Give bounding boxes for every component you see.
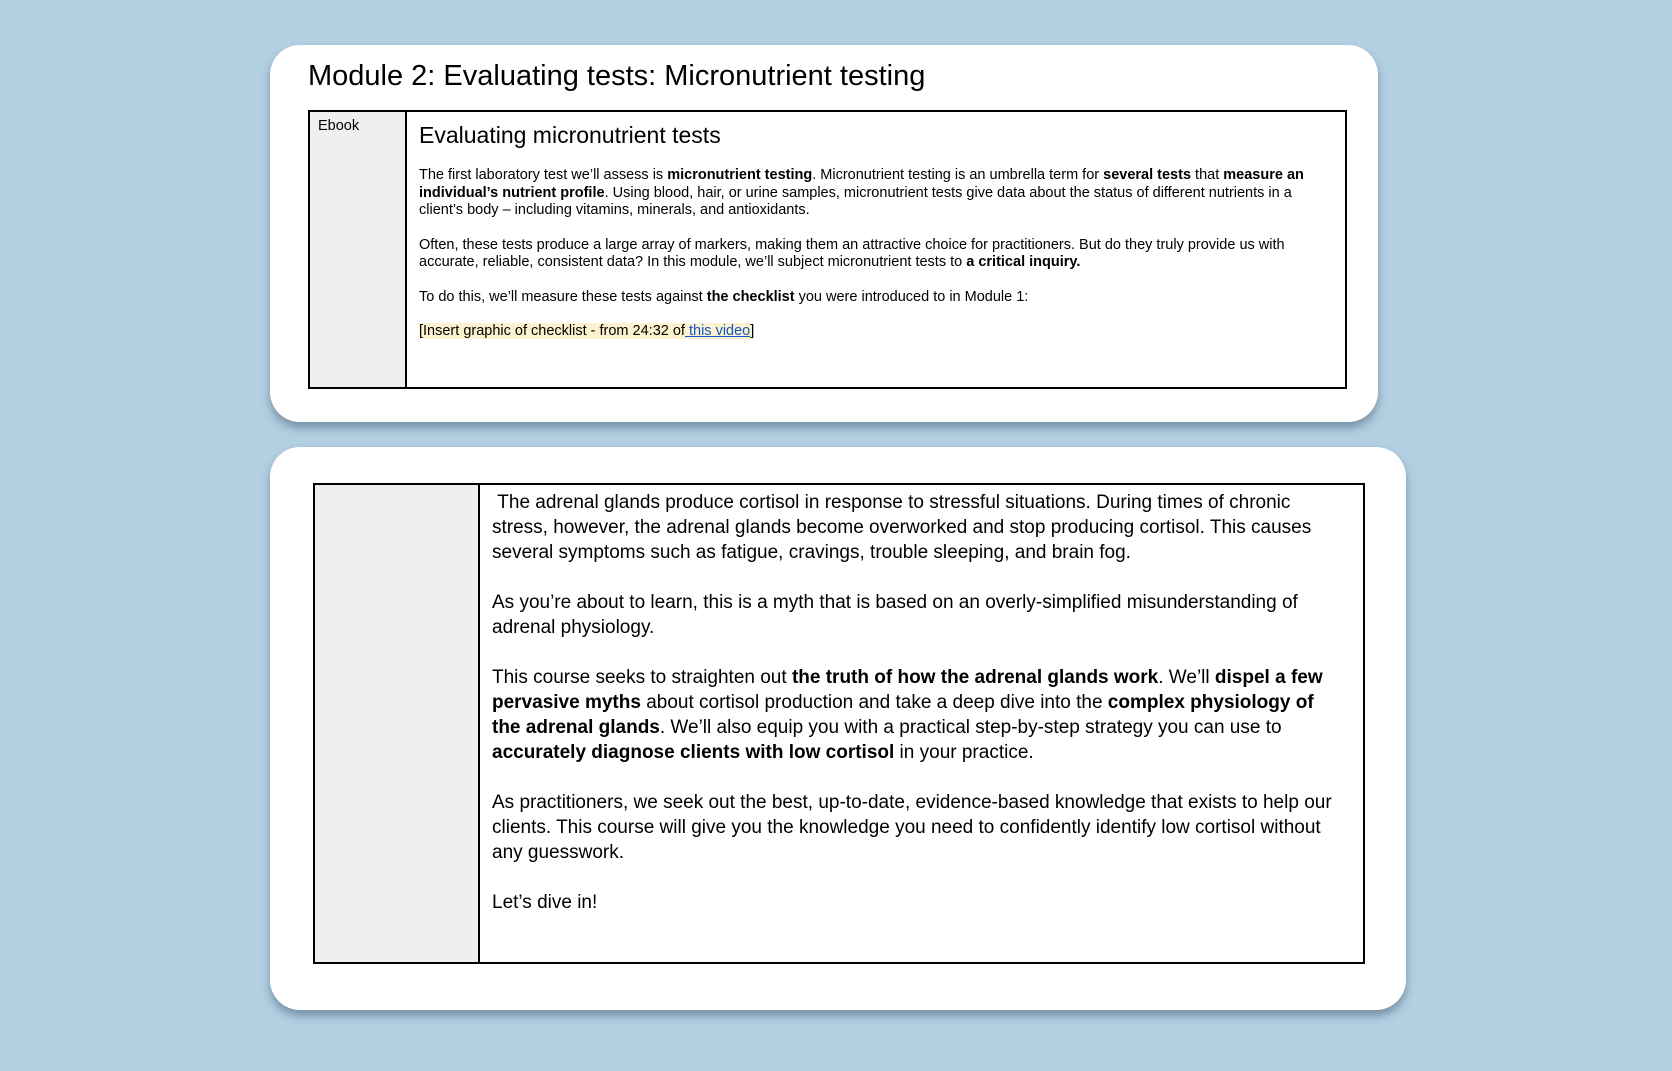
text-run: the truth of how the adrenal glands work <box>791 667 1159 688</box>
text-run: complex physiology of the adrenal glands <box>492 692 1319 738</box>
text-run: The first laboratory test we’ll assess is <box>419 167 668 183</box>
text-run: To do this, we’ll measure these tests against <box>419 288 707 305</box>
ebook-content-cell <box>407 112 1345 387</box>
paragraph-critical-inquiry <box>419 237 1329 272</box>
text-run: . Using blood, hair, or urine samples, micronutrient tests give data about the status of different nutrients in a client’s body – including vitamins, minerals, and antioxidants. <box>419 184 1296 218</box>
text-run: Often, these tests produce a large array of markers, making them an attractive choice for practitioners. But do they truly provide us with accurate, reliable, consistent data? In this module, we’ll subject micronutrient tests to <box>419 236 1289 270</box>
text-run: . We’ll <box>1158 667 1215 688</box>
text-run: . We’ll also equip you with a practical step-by-step strategy you can use to <box>659 717 1287 738</box>
module-title: Module 2: Evaluating tests: Micronutrient testing <box>308 60 926 92</box>
ebook-label: Ebook <box>318 118 360 134</box>
text-run: Let’s dive in! <box>492 892 598 913</box>
empty-label-cell <box>315 485 480 962</box>
text-run: the checklist <box>706 288 795 305</box>
text-run: The adrenal glands produce cortisol in response to stressful situations. During times of chronic stress, however, the adrenal glands become overworked and stop producing cortisol. This causes several symptoms such as fatigue, cravings, trouble sleeping, and brain fog. <box>492 492 1317 563</box>
text-run: micronutrient testing <box>667 167 813 183</box>
text-run: dispel a few pervasive myths <box>492 667 1328 713</box>
text-run: [Insert graphic of checklist - from 24:32 of <box>419 323 685 339</box>
paragraph-checklist <box>419 289 1329 307</box>
paragraph-practitioners <box>492 790 1345 865</box>
paragraph-insert-graphic-note <box>419 323 1329 341</box>
paragraph-about-to-learn <box>492 590 1345 640</box>
text-run: ] <box>750 323 755 339</box>
paragraph-lets-dive-in <box>492 890 1345 915</box>
adrenal-table <box>313 483 1365 964</box>
paragraph-adrenal-myth <box>492 490 1345 565</box>
ebook-table <box>308 110 1347 389</box>
section-heading: Evaluating micronutrient tests <box>419 122 721 148</box>
paragraph-micronutrient-intro <box>419 167 1329 220</box>
adrenal-intro-card <box>270 447 1406 1010</box>
text-run: that <box>1191 167 1224 183</box>
text-run: about cortisol production and take a deep dive into the <box>640 692 1108 713</box>
text-run: several tests <box>1103 167 1192 183</box>
this-video-link[interactable]: this video <box>684 323 751 339</box>
text-run: accurately diagnose clients with low cortisol <box>492 742 895 763</box>
text-run: in your practice. <box>894 742 1034 763</box>
paragraph-course-goals <box>492 665 1345 765</box>
text-run: a critical inquiry. <box>966 254 1081 270</box>
module-2-card <box>270 45 1378 422</box>
text-run: you were introduced to in Module 1: <box>794 288 1029 305</box>
text-run: measure an individual’s nutrient profile <box>419 167 1308 201</box>
adrenal-content-cell <box>480 485 1363 962</box>
text-run: This course seeks to straighten out <box>492 667 792 688</box>
text-run: As you’re about to learn, this is a myth that is based on an overly-simplified misunderstanding of adrenal physiology. <box>492 592 1304 638</box>
ebook-label-cell <box>310 112 407 387</box>
text-run: As practitioners, we seek out the best, up-to-date, evidence-based knowledge that exists to help our clients. This course will give you the knowledge you need to confidently identify low cortisol without any guesswork. <box>492 792 1337 863</box>
text-run: . Micronutrient testing is an umbrella term for <box>812 167 1104 183</box>
